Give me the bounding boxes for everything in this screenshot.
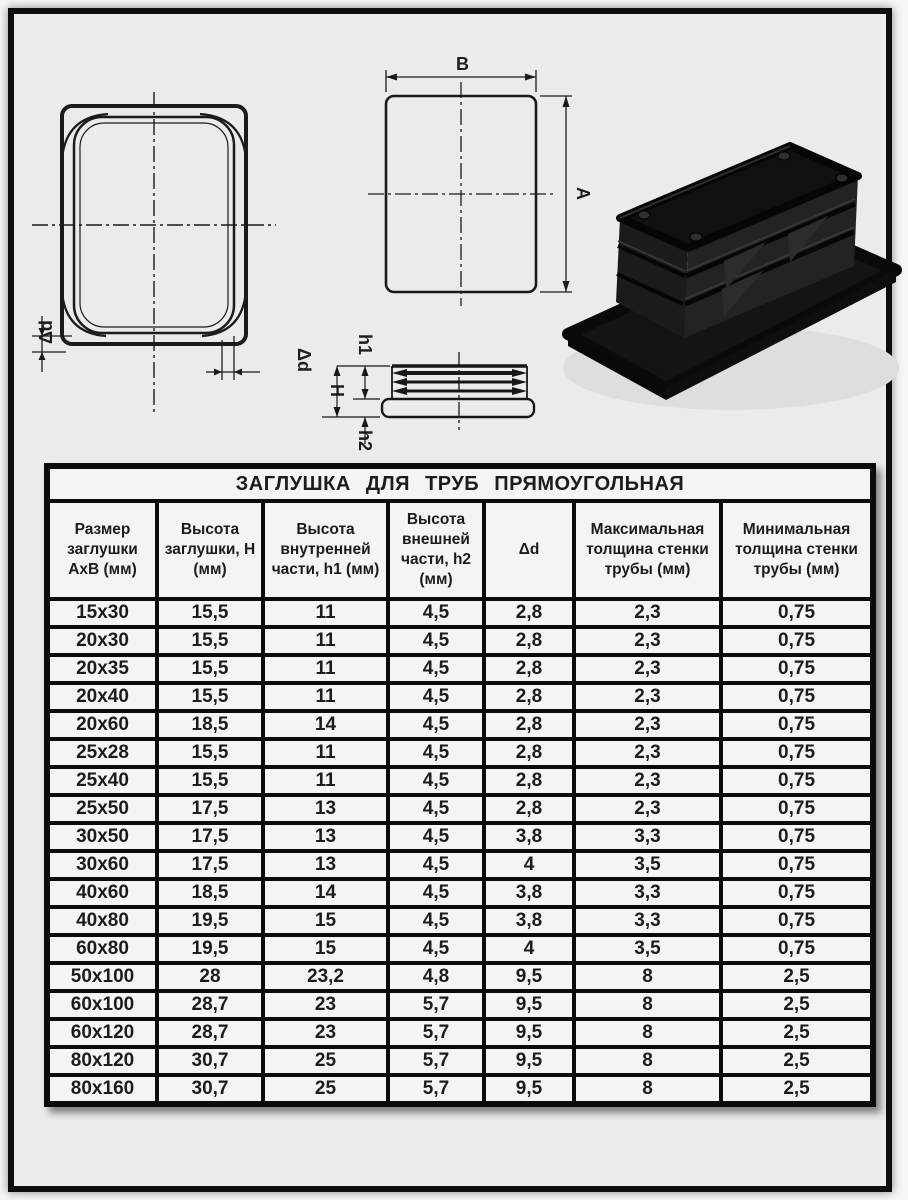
table-cell: 20x40 bbox=[47, 683, 157, 711]
column-header-2: Высота внутренней части, h1 (мм) bbox=[263, 501, 388, 599]
table-cell: 3,3 bbox=[574, 879, 721, 907]
column-header-1: Высота заглушки, Н (мм) bbox=[157, 501, 263, 599]
table-cell: 11 bbox=[263, 767, 388, 795]
table-row bbox=[47, 879, 873, 907]
table-row bbox=[47, 795, 873, 823]
table-row bbox=[47, 991, 873, 1019]
table-title-row bbox=[47, 466, 873, 501]
table-row bbox=[47, 683, 873, 711]
table-cell: 2,3 bbox=[574, 739, 721, 767]
table-cell: 2,8 bbox=[484, 683, 574, 711]
table-cell: 4,5 bbox=[388, 627, 484, 655]
table-row bbox=[47, 627, 873, 655]
table-cell: 0,75 bbox=[721, 907, 873, 935]
table-cell: 15,5 bbox=[157, 599, 263, 627]
table-cell: 3,3 bbox=[574, 823, 721, 851]
table-row bbox=[47, 1047, 873, 1075]
table-cell: 18,5 bbox=[157, 879, 263, 907]
table-cell: 15,5 bbox=[157, 767, 263, 795]
table-cell: 2,8 bbox=[484, 627, 574, 655]
table-cell: 40x80 bbox=[47, 907, 157, 935]
corner-arc bbox=[62, 114, 108, 160]
table-cell: 80x160 bbox=[47, 1075, 157, 1104]
table-cell: 18,5 bbox=[157, 711, 263, 739]
table-cell: 0,75 bbox=[721, 935, 873, 963]
table-cell: 13 bbox=[263, 795, 388, 823]
side-view-drawing bbox=[297, 326, 572, 458]
table-cell: 11 bbox=[263, 655, 388, 683]
column-header-3: Высота внешней части, h2 (мм) bbox=[388, 501, 484, 599]
table-row bbox=[47, 935, 873, 963]
table-cell: 9,5 bbox=[484, 1047, 574, 1075]
table-cell: 17,5 bbox=[157, 823, 263, 851]
table-cell: 3,8 bbox=[484, 823, 574, 851]
table-cell: 2,5 bbox=[721, 963, 873, 991]
table-cell: 4,8 bbox=[388, 963, 484, 991]
table-cell: 14 bbox=[263, 879, 388, 907]
table-cell: 2,8 bbox=[484, 739, 574, 767]
table-cell: 8 bbox=[574, 1047, 721, 1075]
table-cell: 2,5 bbox=[721, 1047, 873, 1075]
table-cell: 2,8 bbox=[484, 767, 574, 795]
table-cell: 0,75 bbox=[721, 823, 873, 851]
table-cell: 0,75 bbox=[721, 683, 873, 711]
table-cell: 2,5 bbox=[721, 1075, 873, 1104]
table-cell: 30,7 bbox=[157, 1075, 263, 1104]
sheet-frame bbox=[8, 8, 892, 1192]
table-cell: 60x100 bbox=[47, 991, 157, 1019]
table-cell: 60x120 bbox=[47, 1019, 157, 1047]
table-cell: 13 bbox=[263, 851, 388, 879]
dimension-h1-label: h1 bbox=[355, 334, 375, 356]
table-cell: 5,7 bbox=[388, 1019, 484, 1047]
table-cell: 28,7 bbox=[157, 991, 263, 1019]
table-row bbox=[47, 1019, 873, 1047]
table-cell: 15 bbox=[263, 935, 388, 963]
table-cell: 17,5 bbox=[157, 795, 263, 823]
table-cell: 15,5 bbox=[157, 739, 263, 767]
table-cell: 0,75 bbox=[721, 739, 873, 767]
dimension-a-label: A bbox=[573, 187, 593, 200]
table-cell: 0,75 bbox=[721, 599, 873, 627]
table-cell: 2,8 bbox=[484, 711, 574, 739]
table-cell: 2,3 bbox=[574, 627, 721, 655]
table-cell: 40x60 bbox=[47, 879, 157, 907]
table-cell: 4,5 bbox=[388, 879, 484, 907]
table-cell: 3,5 bbox=[574, 851, 721, 879]
table-cell: 4,5 bbox=[388, 767, 484, 795]
table-cell: 11 bbox=[263, 599, 388, 627]
table-row bbox=[47, 739, 873, 767]
table-row bbox=[47, 851, 873, 879]
table-cell: 4,5 bbox=[388, 851, 484, 879]
table-cell: 15,5 bbox=[157, 683, 263, 711]
table-cell: 25x40 bbox=[47, 767, 157, 795]
table-cell: 30,7 bbox=[157, 1047, 263, 1075]
table-cell: 3,8 bbox=[484, 879, 574, 907]
table-cell: 14 bbox=[263, 711, 388, 739]
table-title: ЗАГЛУШКА ДЛЯ ТРУБ ПРЯМОУГОЛЬНАЯ bbox=[47, 466, 873, 501]
table-cell: 30x50 bbox=[47, 823, 157, 851]
table-cell: 2,3 bbox=[574, 711, 721, 739]
table-cell: 9,5 bbox=[484, 991, 574, 1019]
table-row bbox=[47, 963, 873, 991]
table-cell: 2,5 bbox=[721, 991, 873, 1019]
table-cell: 5,7 bbox=[388, 1075, 484, 1104]
table-cell: 11 bbox=[263, 739, 388, 767]
table-cell: 20x60 bbox=[47, 711, 157, 739]
column-header-0: Размер заглушки АхВ (мм) bbox=[47, 501, 157, 599]
table-cell: 80x120 bbox=[47, 1047, 157, 1075]
table-cell: 11 bbox=[263, 683, 388, 711]
table-cell: 2,3 bbox=[574, 599, 721, 627]
table-cell: 23,2 bbox=[263, 963, 388, 991]
table-cell: 25 bbox=[263, 1075, 388, 1104]
table-cell: 9,5 bbox=[484, 963, 574, 991]
front-view-drawing bbox=[26, 86, 314, 421]
table-row bbox=[47, 599, 873, 627]
table-cell: 0,75 bbox=[721, 879, 873, 907]
table-cell: 13 bbox=[263, 823, 388, 851]
spec-table bbox=[44, 463, 876, 1107]
table-cell: 15 bbox=[263, 907, 388, 935]
dimension-b-label: B bbox=[456, 54, 469, 74]
table-cell: 8 bbox=[574, 991, 721, 1019]
column-header-5: Максимальная толщина стенки трубы (мм) bbox=[574, 501, 721, 599]
table-cell: 4,5 bbox=[388, 907, 484, 935]
delta-d-label-right: Δd bbox=[294, 348, 314, 372]
table-cell: 3,3 bbox=[574, 907, 721, 935]
table-cell: 9,5 bbox=[484, 1019, 574, 1047]
table-row bbox=[47, 711, 873, 739]
table-row bbox=[47, 1075, 873, 1104]
table-cell: 20x35 bbox=[47, 655, 157, 683]
flange-outline bbox=[382, 399, 534, 417]
table-row bbox=[47, 767, 873, 795]
table-cell: 25 bbox=[263, 1047, 388, 1075]
column-header-4: Δd bbox=[484, 501, 574, 599]
column-header-6: Минимальная толщина стенки трубы (мм) bbox=[721, 501, 873, 599]
dimension-h-label: H bbox=[327, 384, 347, 397]
table-cell: 4,5 bbox=[388, 683, 484, 711]
table-cell: 15,5 bbox=[157, 627, 263, 655]
table-cell: 4,5 bbox=[388, 935, 484, 963]
table-cell: 2,3 bbox=[574, 683, 721, 711]
table-cell: 4,5 bbox=[388, 599, 484, 627]
table-cell: 8 bbox=[574, 1019, 721, 1047]
table-cell: 0,75 bbox=[721, 711, 873, 739]
table-cell: 19,5 bbox=[157, 935, 263, 963]
table-cell: 0,75 bbox=[721, 795, 873, 823]
table-cell: 25x50 bbox=[47, 795, 157, 823]
table-cell: 15,5 bbox=[157, 655, 263, 683]
table-cell: 0,75 bbox=[721, 767, 873, 795]
table-cell: 4,5 bbox=[388, 739, 484, 767]
table-cell: 28,7 bbox=[157, 1019, 263, 1047]
table-cell: 9,5 bbox=[484, 1075, 574, 1104]
table-cell: 5,7 bbox=[388, 991, 484, 1019]
table-cell: 30x60 bbox=[47, 851, 157, 879]
table-cell: 2,3 bbox=[574, 655, 721, 683]
table-cell: 2,3 bbox=[574, 795, 721, 823]
table-cell: 3,8 bbox=[484, 907, 574, 935]
table-cell: 60x80 bbox=[47, 935, 157, 963]
table-cell: 4 bbox=[484, 935, 574, 963]
table-cell: 17,5 bbox=[157, 851, 263, 879]
table-cell: 50x100 bbox=[47, 963, 157, 991]
table-cell: 19,5 bbox=[157, 907, 263, 935]
table-cell: 2,8 bbox=[484, 655, 574, 683]
table-cell: 28 bbox=[157, 963, 263, 991]
table-cell: 3,5 bbox=[574, 935, 721, 963]
table-cell: 4,5 bbox=[388, 655, 484, 683]
delta-d-label-left: Δd bbox=[36, 320, 56, 344]
table-cell: 8 bbox=[574, 963, 721, 991]
table-cell: 4,5 bbox=[388, 795, 484, 823]
table-cell: 4 bbox=[484, 851, 574, 879]
table-cell: 0,75 bbox=[721, 851, 873, 879]
table-cell: 0,75 bbox=[721, 627, 873, 655]
table-cell: 11 bbox=[263, 627, 388, 655]
table-cell: 2,5 bbox=[721, 1019, 873, 1047]
table-row bbox=[47, 907, 873, 935]
product-photo bbox=[556, 126, 908, 426]
table-cell: 4,5 bbox=[388, 823, 484, 851]
table-cell: 23 bbox=[263, 1019, 388, 1047]
table-cell: 23 bbox=[263, 991, 388, 1019]
table-cell: 5,7 bbox=[388, 1047, 484, 1075]
table-cell: 2,3 bbox=[574, 767, 721, 795]
table-cell: 2,8 bbox=[484, 795, 574, 823]
table-cell: 2,8 bbox=[484, 599, 574, 627]
table-cell: 8 bbox=[574, 1075, 721, 1104]
table-cell: 20x30 bbox=[47, 627, 157, 655]
table-header-row bbox=[47, 501, 873, 599]
table-cell: 15x30 bbox=[47, 599, 157, 627]
table-cell: 0,75 bbox=[721, 655, 873, 683]
dimension-h2-label: h2 bbox=[355, 430, 375, 452]
table-cell: 4,5 bbox=[388, 711, 484, 739]
table-row bbox=[47, 823, 873, 851]
table-cell: 25x28 bbox=[47, 739, 157, 767]
table-row bbox=[47, 655, 873, 683]
